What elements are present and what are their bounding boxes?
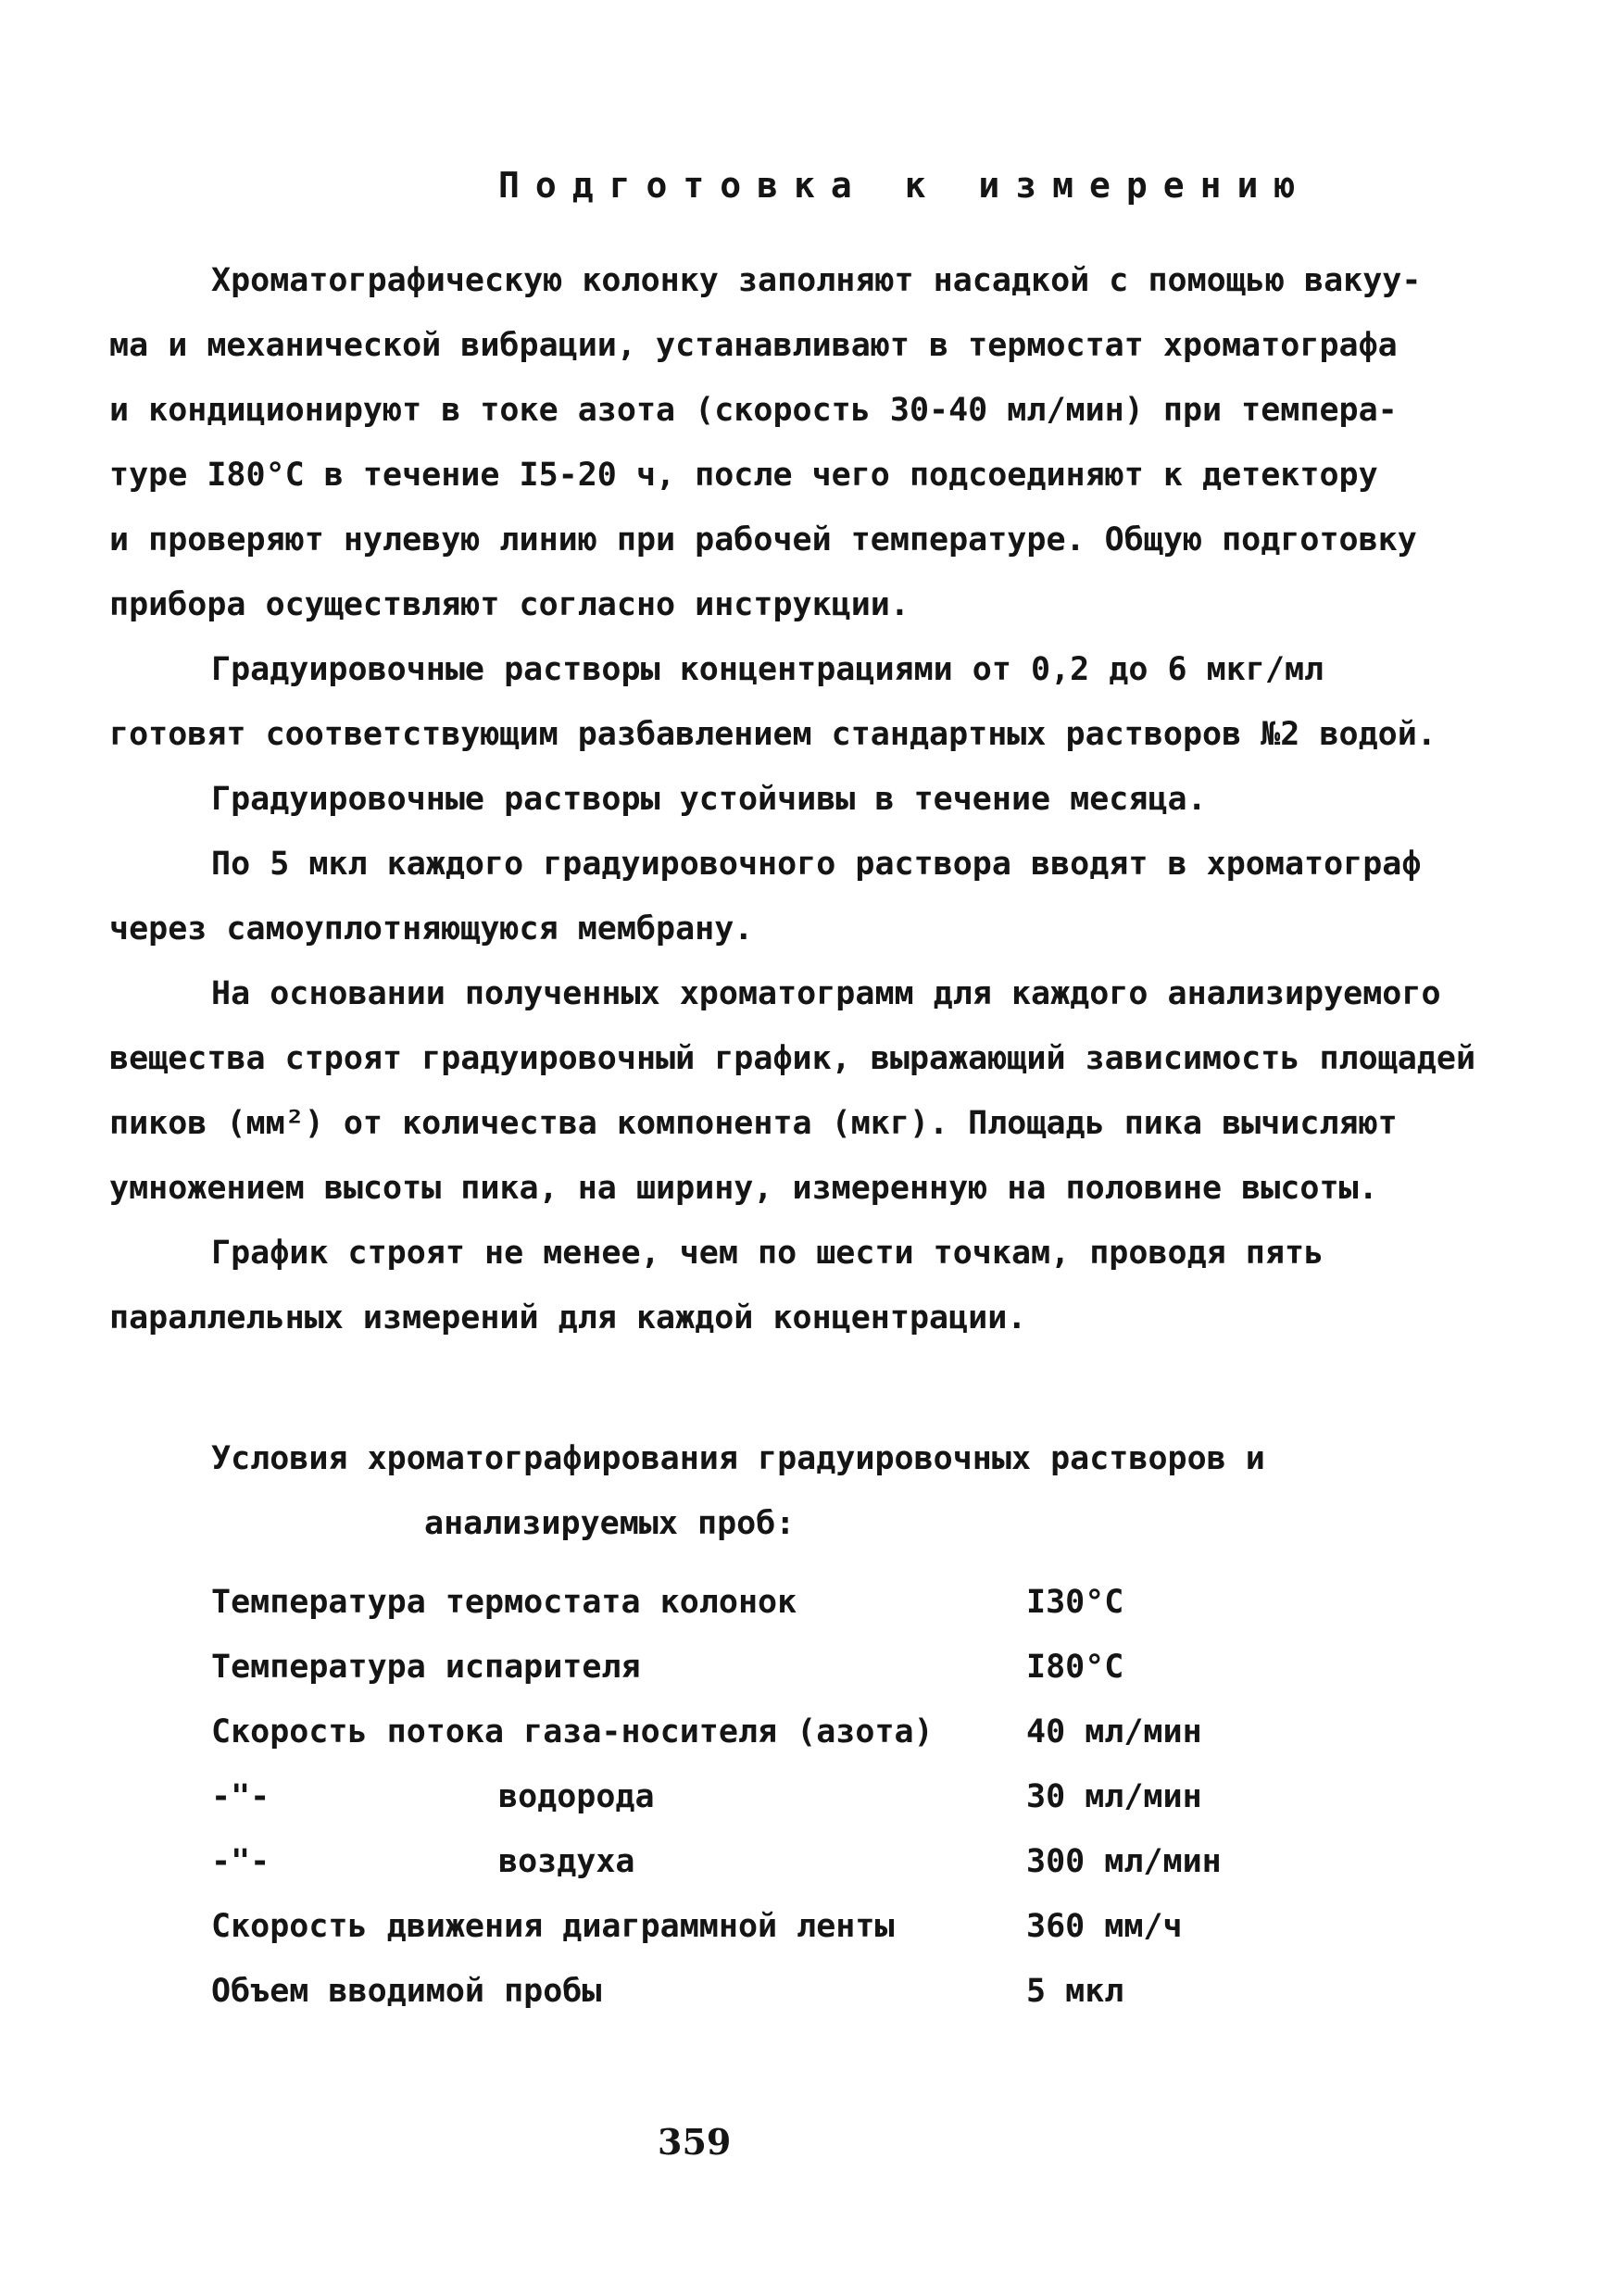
- condition-sublabel: воздуха: [498, 1843, 635, 1880]
- condition-row: [211, 1570, 1323, 1635]
- paragraph-line: и проверяют нулевую линию при рабочей температуре. Общую подготовку: [109, 521, 1417, 558]
- condition-row: [211, 1700, 1323, 1764]
- conditions-title: [211, 1426, 1265, 1556]
- paragraph-line: Градуировочные растворы концентрациями от 0,2 до 6 мкг/мл: [211, 651, 1324, 688]
- condition-row: [211, 1894, 1323, 1959]
- paragraph-line: туре I80°C в течение I5-20 ч, после чего подсоединяют к детектору: [109, 457, 1378, 494]
- paragraph-line: График строят не менее, чем по шести точкам, проводя пять: [211, 1235, 1324, 1272]
- paragraph-line: вещества строят градуировочный график, выражающий зависимость площадей: [109, 1040, 1476, 1077]
- paragraph-line: По 5 мкл каждого градуировочного раствора вводят в хроматограф: [211, 846, 1422, 883]
- paragraph-line: параллельных измерений для каждой концентрации.: [109, 1299, 1027, 1336]
- paragraph-line: пиков (мм²) от количества компонента (мкг). Площадь пика вычисляют: [109, 1105, 1398, 1142]
- paragraph-line: и кондиционируют в токе азота (скорость 30-40 мл/мин) при темпера-: [109, 392, 1398, 429]
- paragraph-line: прибора осуществляют согласно инструкции.: [109, 586, 910, 623]
- condition-value: I30°C: [1026, 1584, 1124, 1621]
- condition-value: I80°C: [1026, 1649, 1124, 1686]
- condition-value: 5 мкл: [1026, 1973, 1124, 2010]
- body-text: [109, 248, 1526, 1350]
- condition-label: Скорость потока газа-носителя (азота): [211, 1713, 934, 1750]
- condition-label: Скорость движения диаграммной ленты: [211, 1908, 895, 1945]
- paragraph-line: Градуировочные растворы устойчивы в течение месяца.: [211, 781, 1207, 818]
- condition-label: Температура термостата колонок: [211, 1584, 797, 1621]
- conditions-title-line: анализируемых проб:: [424, 1505, 796, 1542]
- paragraph-line: На основании полученных хроматограмм для каждого анализируемого: [211, 975, 1441, 1012]
- condition-value: 300 мл/мин: [1026, 1843, 1222, 1880]
- paragraph-line: готовят соответствующим разбавлением стандартных растворов №2 водой.: [109, 716, 1437, 753]
- condition-row: [211, 1959, 1323, 2024]
- conditions-table: [211, 1570, 1323, 2024]
- paragraph-line: ма и механической вибрации, устанавливают в термостат хроматографа: [109, 327, 1398, 364]
- condition-label: -"-: [211, 1778, 270, 1815]
- conditions-title-line: Условия хроматографирования градуировочных растворов и: [211, 1440, 1265, 1477]
- condition-label: Температура испарителя: [211, 1649, 641, 1686]
- condition-row: [211, 1764, 1323, 1829]
- paragraph-line: умножением высоты пика, на ширину, измеренную на половине высоты.: [109, 1170, 1378, 1207]
- condition-value: 30 мл/мин: [1026, 1778, 1202, 1815]
- condition-label: -"-: [211, 1843, 270, 1880]
- condition-value: 360 мм/ч: [1026, 1908, 1183, 1945]
- condition-label: Объем вводимой пробы: [211, 1973, 602, 2010]
- condition-row: [211, 1829, 1323, 1894]
- section-heading: Подготовка к измерению: [498, 165, 1312, 206]
- paragraph-line: Хроматографическую колонку заполняют насадкой с помощью вакуу-: [211, 262, 1422, 299]
- condition-value: 40 мл/мин: [1026, 1713, 1202, 1750]
- condition-sublabel: водорода: [498, 1778, 655, 1815]
- condition-row: [211, 1635, 1323, 1700]
- page-number: 359: [658, 2121, 732, 2163]
- paragraph-line: через самоуплотняющуюся мембрану.: [109, 910, 754, 947]
